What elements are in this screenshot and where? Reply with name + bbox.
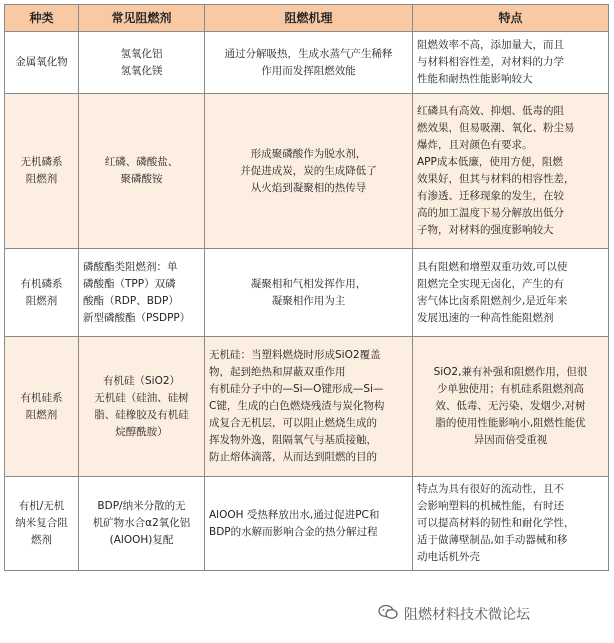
cell-line: 凝聚相和气相发挥作用， bbox=[250, 277, 367, 290]
table-row bbox=[5, 249, 609, 337]
cell-line: 成复合无机层，可以阻止燃烧生成的 bbox=[209, 417, 377, 429]
cell-line: AlOOH 受热释放出水,通过促进PC和 bbox=[209, 508, 380, 521]
cell-line: 脂、硅橡胶及有机硅 bbox=[94, 408, 189, 421]
cell-line: C键，生成的白色燃烧残渣与炭化物构 bbox=[209, 400, 385, 412]
cell-line: 氢氧化铝 bbox=[120, 47, 163, 60]
cell-line: 从火焰到凝聚相的热传导 bbox=[250, 181, 367, 194]
cell-line: 金属氧化物 bbox=[15, 56, 68, 68]
cell-line: 有渗透、迁移现象的发生，在较 bbox=[417, 190, 564, 202]
cell-line: 有机硅（SiO2） bbox=[102, 374, 181, 387]
header-mechanism: 阻燃机理 bbox=[205, 5, 413, 32]
cell-line: 少单独使用；有机硅系阻燃剂高 bbox=[437, 383, 584, 395]
cell-line: 阻燃效率不高，添加量大，而且 bbox=[417, 39, 564, 51]
cell-line: 机矿物水合α2氧化铝 bbox=[92, 517, 191, 529]
cell-line: 适于做薄壁制品,如手动器械和移 bbox=[417, 534, 568, 546]
cell-line: 作用而发挥阻燃效能 bbox=[261, 64, 356, 77]
cell-agents bbox=[79, 32, 205, 94]
watermark bbox=[378, 604, 530, 624]
cell-agents bbox=[79, 337, 205, 477]
cell-line: 子物，对材料的强度影响较大 bbox=[417, 224, 554, 236]
cell-type bbox=[5, 249, 79, 337]
table-header bbox=[5, 5, 609, 32]
cell-line: 可以提高材料的韧性和耐化学性， bbox=[417, 517, 575, 529]
cell-type bbox=[5, 337, 79, 477]
cell-line: 特点为具有很好的流动性，且不 bbox=[417, 483, 564, 495]
cell-line: 无机磷系 bbox=[20, 156, 63, 168]
cell-line: 磷酸酯类阻燃剂：单 bbox=[83, 260, 178, 273]
cell-type bbox=[5, 477, 79, 571]
header-features: 特点 bbox=[413, 5, 609, 32]
cell-line: 红磷具有高效、抑烟、低毒的阻 bbox=[417, 105, 564, 117]
cell-line: 无机硅（硅油、硅树 bbox=[94, 391, 189, 404]
cell-type bbox=[5, 94, 79, 249]
cell-mechanism bbox=[205, 249, 413, 337]
cell-line: 阻燃剂 bbox=[25, 408, 58, 421]
cell-line: 纳米复合阻 bbox=[15, 517, 68, 529]
cell-line: 挥发物外逸，阻隔氧气与基质接触， bbox=[209, 434, 377, 446]
cell-line: 效、低毒、无污染、发烟少,对树 bbox=[435, 400, 586, 412]
cell-line: 新型磷酸酯（PSDPP） bbox=[83, 311, 191, 324]
flame-retardant-table bbox=[4, 4, 609, 571]
cell-line: 动电话机外壳 bbox=[417, 551, 480, 563]
cell-agents bbox=[79, 249, 205, 337]
cell-features bbox=[413, 94, 609, 249]
cell-line: 磷酸酯（TPP）双磷 bbox=[83, 277, 176, 290]
cell-line: 阻燃剂 bbox=[25, 294, 58, 307]
cell-line: 有机硅分子中的—Si—O键形成—Si— bbox=[209, 383, 384, 395]
cell-agents bbox=[79, 94, 205, 249]
cell-mechanism bbox=[205, 32, 413, 94]
cell-line: 无机硅：当塑料燃烧时形成SiO2覆盖 bbox=[209, 349, 381, 361]
table-row bbox=[5, 32, 609, 94]
cell-features bbox=[413, 249, 609, 337]
cell-type bbox=[5, 32, 79, 94]
cell-line: 会影响塑料的机械性能，有时还 bbox=[417, 500, 564, 512]
cell-mechanism bbox=[205, 94, 413, 249]
cell-line: 高的加工温度下易分解放出低分 bbox=[417, 207, 564, 219]
cell-line: 酸酯（RDP、BDP） bbox=[83, 294, 179, 307]
cell-line: 氢氧化镁 bbox=[120, 64, 163, 77]
cell-mechanism bbox=[205, 337, 413, 477]
cell-line: SiO2,兼有补强和阻燃作用，但很 bbox=[433, 366, 588, 378]
cell-agents bbox=[79, 477, 205, 571]
cell-line: 与材料相容性差，对材料的力学 bbox=[417, 56, 564, 68]
cell-line: 防止熔体滴落，从而达到阻燃的目的 bbox=[209, 451, 377, 463]
cell-line: BDP/纳米分散的无 bbox=[97, 500, 186, 512]
cell-line: 凝聚相作用为主 bbox=[271, 294, 346, 307]
table-row bbox=[5, 477, 609, 571]
cell-line: 有机磷系 bbox=[20, 277, 63, 290]
cell-features bbox=[413, 477, 609, 571]
cell-line: 具有阻燃和增塑双重功效,可以使 bbox=[417, 260, 568, 273]
table-row bbox=[5, 337, 609, 477]
cell-line: 燃剂 bbox=[31, 534, 52, 546]
cell-line: 害气体比卤系阻燃剂少,是近年来 bbox=[417, 294, 568, 307]
cell-line: 燃效果，但易吸潮、氧化、粉尘易 bbox=[417, 122, 575, 134]
cell-line: 爆炸，且对颜色有要求。 bbox=[417, 139, 533, 151]
cell-line: 通过分解吸热，生成水蒸气产生稀释 bbox=[224, 47, 393, 60]
cell-line: 烷醇酰胺） bbox=[115, 425, 168, 438]
table-row bbox=[5, 94, 609, 249]
cell-line: 效果好，但其与材料的相容性差， bbox=[417, 173, 575, 185]
header-type: 种类 bbox=[5, 5, 79, 32]
cell-line: 有机/无机 bbox=[18, 500, 65, 512]
cell-line: 脂的使用性能影响小,阻燃性能优 bbox=[435, 417, 586, 429]
cell-line: (AlOOH)复配 bbox=[109, 534, 174, 546]
cell-line: 阻燃完全实现无卤化，产生的有 bbox=[417, 277, 564, 290]
cell-line: 性能和耐热性能影响较大 bbox=[417, 73, 533, 85]
cell-line: 物，起到绝热和屏蔽双重作用 bbox=[209, 366, 346, 378]
cell-line: 红磷、磷酸盐、 bbox=[104, 156, 179, 168]
wechat-icon bbox=[378, 604, 398, 624]
cell-line: BDP的水解而影响合金的热分解过程 bbox=[209, 525, 378, 538]
cell-line: APP成本低廉，使用方便，阻燃 bbox=[417, 156, 563, 168]
header-agents: 常见阻燃剂 bbox=[79, 5, 205, 32]
cell-line: 发展迅速的一种高性能阻燃剂 bbox=[417, 311, 554, 324]
cell-mechanism bbox=[205, 477, 413, 571]
cell-line: 阻燃剂 bbox=[25, 173, 58, 185]
cell-line: 形成聚磷酸作为脱水剂， bbox=[250, 147, 367, 160]
cell-features bbox=[413, 337, 609, 477]
cell-line: 有机硅系 bbox=[20, 391, 63, 404]
cell-features bbox=[413, 32, 609, 94]
cell-line: 异因而倍受重视 bbox=[473, 434, 548, 446]
watermark-text: 阻燃材料技术微论坛 bbox=[404, 607, 530, 623]
cell-line: 聚磷酸铵 bbox=[120, 173, 163, 185]
cell-line: 并促进成炭，炭的生成降低了 bbox=[240, 164, 377, 177]
